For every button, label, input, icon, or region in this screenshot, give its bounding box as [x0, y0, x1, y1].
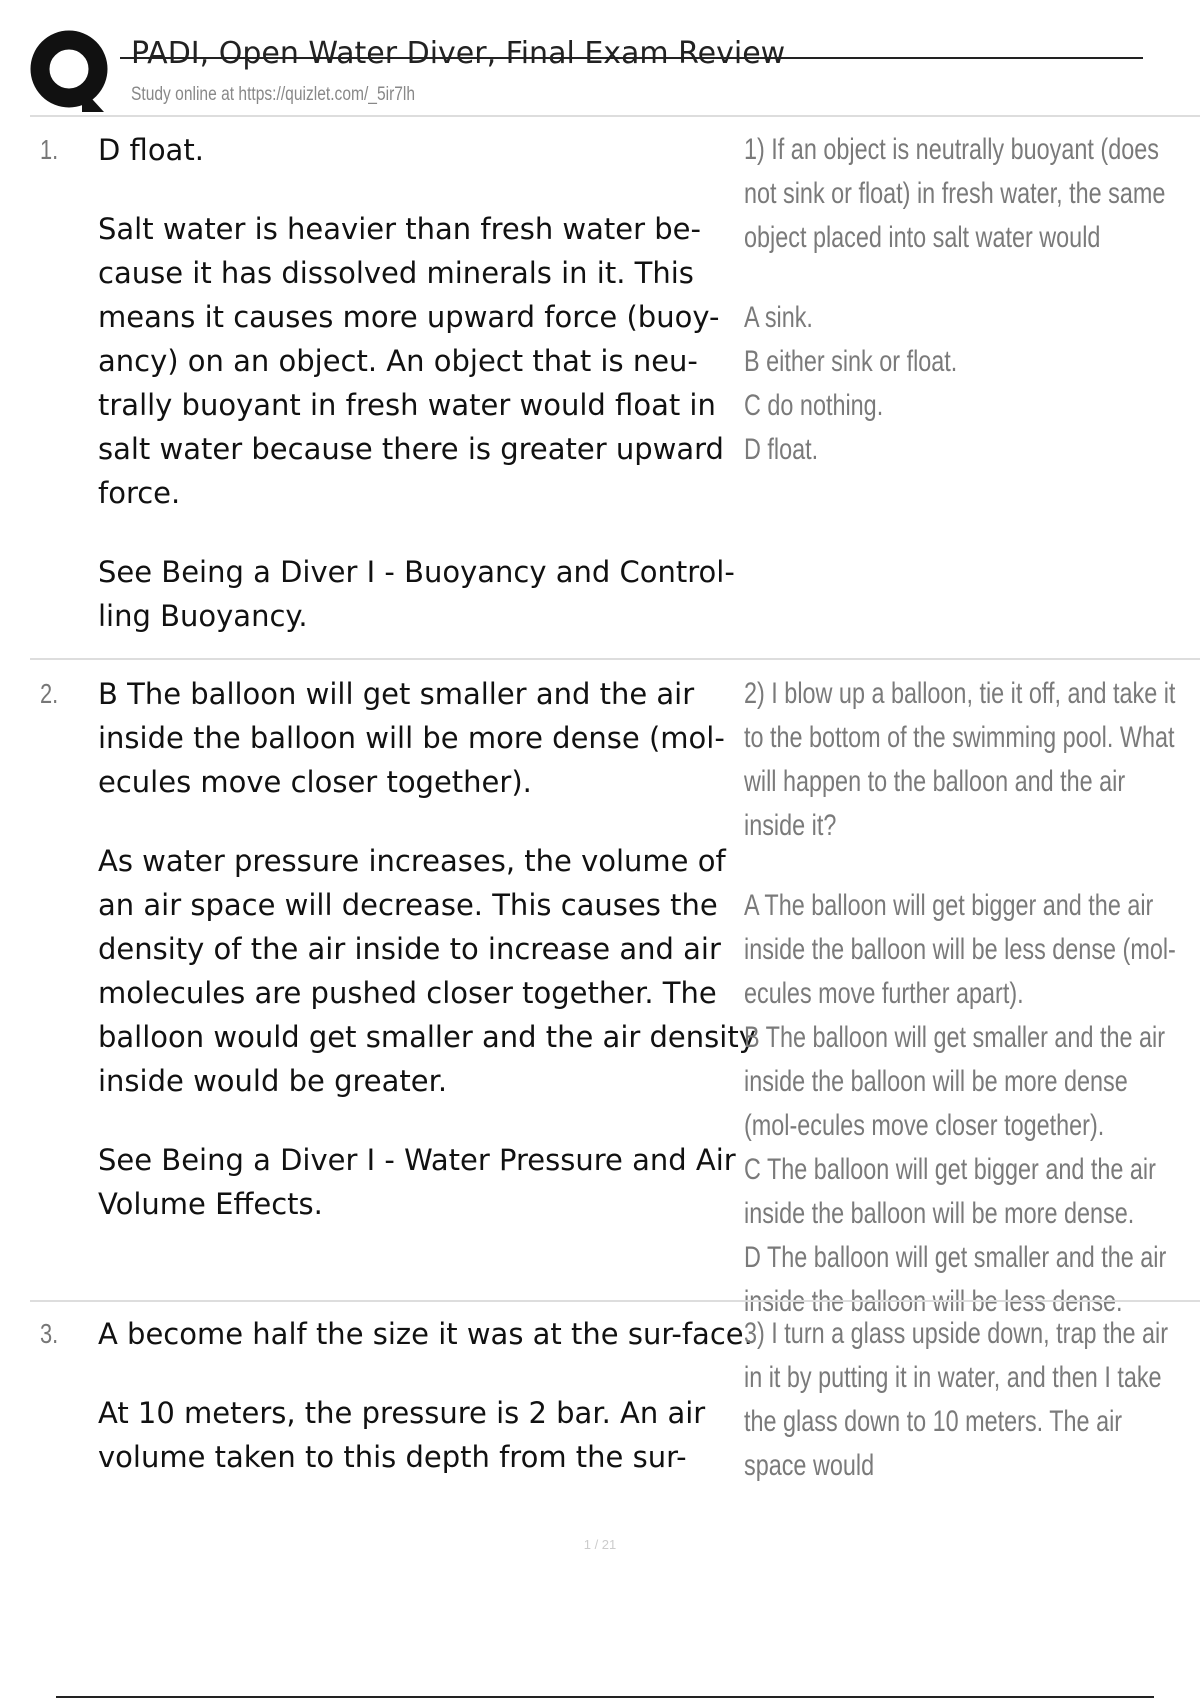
- answer-choice: A become half the size it was at the sur-face.: [98, 1317, 753, 1351]
- answer-explanation: As water pressure increases, the volume of an air space will decrease. This causes the density of the air inside to increase and air molecules are pushed closer together. The balloon would get smaller and the air density inside would be greater.: [98, 844, 756, 1098]
- answer-reference: See Being a Diver I - Water Pressure and Air Volume Effects.: [98, 1143, 736, 1221]
- option-b: B either sink or float.: [744, 345, 958, 378]
- question-text: 3) I turn a glass upside down, trap the air in it by putting it in water, and then I take the glass down to 10 meters. The air space would: [744, 1317, 1169, 1482]
- option-d: D float.: [744, 433, 819, 466]
- card-number: 1.: [40, 134, 59, 165]
- answer-reference: See Being a Diver I - Buoyancy and Control-ling Buoyancy.: [98, 555, 735, 633]
- card-number: 2.: [40, 678, 59, 709]
- option-c: C The balloon will get bigger and the air inside the balloon will be more dense.: [744, 1153, 1156, 1230]
- answer-column: [98, 128, 770, 638]
- question-text: 2) I blow up a balloon, tie it off, and take it to the bottom of the swimming pool. What will happen to the balloon and the air inside it?: [744, 677, 1176, 842]
- answer-choice: B The balloon will get smaller and the air inside the balloon will be more dense (mol-ecules move closer together).: [98, 677, 725, 799]
- title-strike-line: [120, 57, 1143, 59]
- study-online-link[interactable]: Study online at https://quizlet.com/_5ir7lh: [131, 84, 416, 105]
- card-divider: [30, 658, 1200, 660]
- option-a: A The balloon will get bigger and the air inside the balloon will be less dense (mol-ecules move further apart).: [744, 889, 1176, 1010]
- footer-divider: [56, 1696, 1154, 1698]
- option-b: B The balloon will get smaller and the air inside the balloon will be more dense (mol-ecules move closer together).: [744, 1021, 1166, 1142]
- page-number: 1 / 21: [583, 1537, 617, 1552]
- document-title: PADI, Open Water Diver, Final Exam Review: [131, 36, 786, 71]
- header-divider: [30, 115, 1200, 117]
- option-c: C do nothing.: [744, 389, 884, 422]
- question-column: [744, 1312, 1177, 1524]
- card-number: 3.: [40, 1318, 59, 1349]
- question-column: [744, 672, 1177, 1324]
- answer-choice: D float.: [98, 133, 204, 167]
- question-column: [744, 128, 1177, 472]
- card-divider: [30, 1300, 1200, 1302]
- answer-column: [98, 1312, 770, 1479]
- answer-explanation: Salt water is heavier than fresh water be-cause it has dissolved minerals in it. This means it causes more upward force (buoy-ancy) on an object. An object that is neu-trally buoyant in fresh water would float in salt water because there is greater upward force.: [98, 212, 724, 510]
- option-a: A sink.: [744, 301, 813, 334]
- quizlet-logo-icon: [30, 30, 112, 112]
- question-text: 1) If an object is neutrally buoyant (does not sink or float) in fresh water, the same object placed into salt water would: [744, 133, 1166, 254]
- option-d: D The balloon will get smaller and the air inside the balloon will be less dense.: [744, 1241, 1167, 1318]
- answer-column: [98, 672, 770, 1226]
- answer-explanation: At 10 meters, the pressure is 2 bar. An air volume taken to this depth from the sur-: [98, 1396, 706, 1474]
